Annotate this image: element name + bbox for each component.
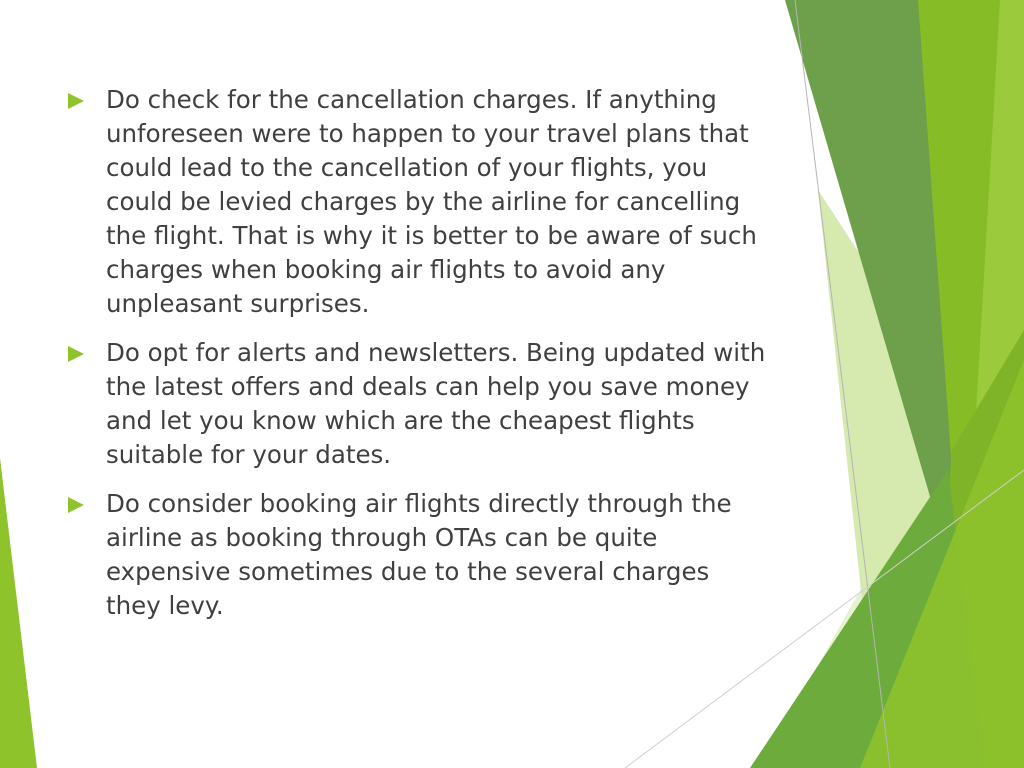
triangle-bullet-icon (68, 346, 84, 362)
triangle-bullet-icon (68, 93, 84, 109)
triangle-bullet-icon (68, 497, 84, 513)
bullet-item (66, 83, 766, 321)
left-edge-stripe (0, 458, 37, 768)
bullet-list (66, 83, 766, 638)
bullet-text: Do opt for alerts and newsletters. Being updated with the latest offers and deals can help you save money and let you know which are the cheapest flights suitable for your dates. (106, 338, 766, 469)
bullet-text: Do consider booking air flights directly through the airline as booking through OTAs can be quite expensive sometimes due to the several charges they levy. (106, 489, 732, 620)
bullet-text: Do check for the cancellation charges. If anything unforeseen were to happen to your travel plans that could lead to the cancellation of your flights, you could be levied charges by the airline for cancelling the flight. That is why it is better to be aware of such charges when booking air flights to avoid any unpleasant surprises. (106, 85, 757, 318)
bullet-item (66, 487, 766, 623)
bullet-item (66, 336, 766, 472)
